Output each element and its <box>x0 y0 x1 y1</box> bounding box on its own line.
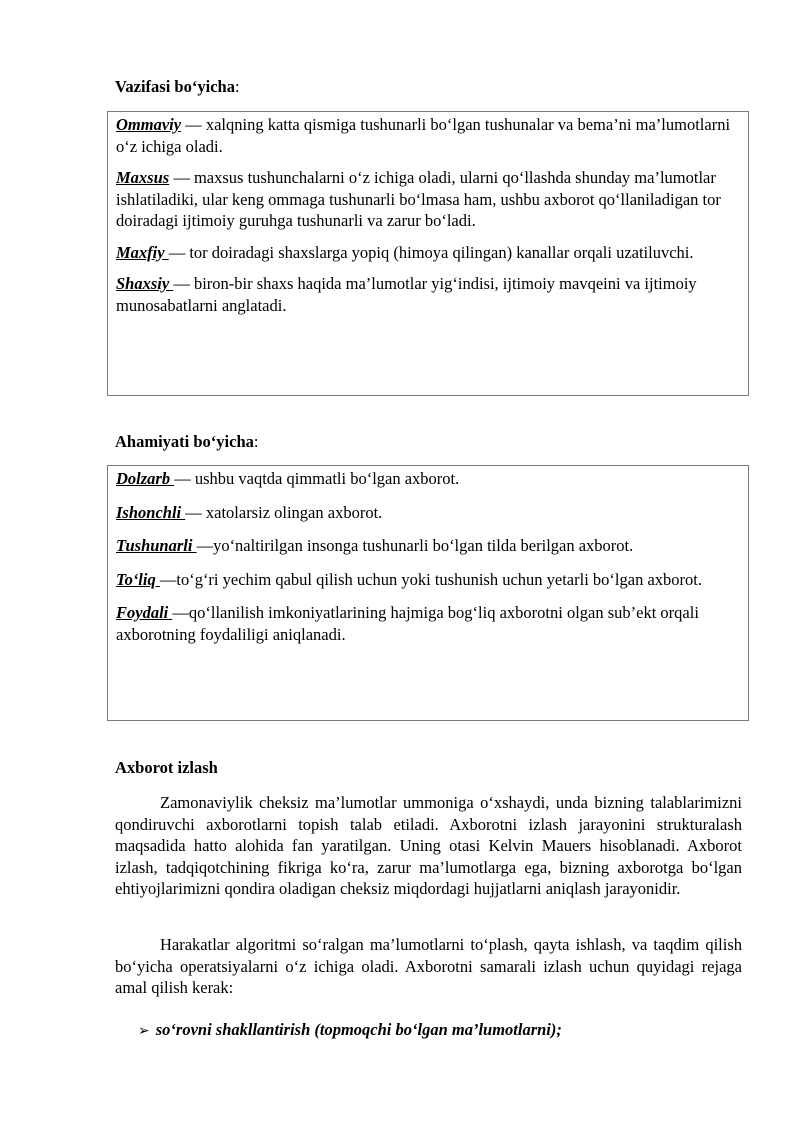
heading-text: Vazifasi bo‘yicha <box>115 77 235 96</box>
definition-text: — tor doiradagi shaxslarga yopiq (himoya qilingan) kanallar orqali uzatiluvchi. <box>168 242 694 262</box>
definition-text: — biron-bir shaxs haqida ma’lumotlar yig‘indisi, ijtimoiy mavqeini va ijtimoiy munosabatlarni anglatadi. <box>116 274 697 315</box>
section-heading-importance <box>115 431 258 453</box>
definition-term: Maxsus <box>116 168 170 187</box>
definition-entry <box>116 468 740 490</box>
definition-entry <box>116 569 740 591</box>
body-paragraph: Zamonaviylik cheksiz ma’lumotlar ummoniga o‘xshaydi, unda bizning talablarimizni qondiruvchi axborotlarni topish talab etiladi. Axborotni izlash jarayonini strukturalash maqsadida hatto alohida fan yaratilgan. Uning otasi Kelvin Mauers hisoblanadi. Axborot izlash, tadqiqotchining fikriga ko‘ra, zarur ma’lumotlarga ega, bizning axborotga bo‘lgan ehtiyojlarimizni qondira oladigan cheksiz miqdordagi hujjatlarni aniqlash jarayonidir. <box>115 793 742 898</box>
heading-colon: : <box>234 77 240 96</box>
heading-colon: : <box>253 432 259 451</box>
definition-term: To‘liq <box>116 569 160 589</box>
definition-entry <box>116 273 740 316</box>
definition-entry <box>116 242 740 264</box>
section-heading-purpose <box>115 76 240 98</box>
definition-text: —qo‘llanilish imkoniyatlarining hajmiga bog‘liq axborotni olgan sub’ekt orqali axborotning foydaliligi aniqlanadi. <box>116 603 699 644</box>
importance-box <box>107 465 749 721</box>
definition-entry <box>116 502 740 524</box>
bullet-item <box>138 1019 562 1042</box>
definition-entry <box>116 167 740 232</box>
definition-text: —yo‘naltirilgan insonga tushunarli bo‘lgan tilda berilgan axborot. <box>196 536 634 555</box>
purpose-box <box>107 111 749 396</box>
definition-entry <box>116 602 740 645</box>
definition-term: Ishonchli <box>116 502 186 522</box>
definition-term: Tushunarli <box>116 536 197 555</box>
definition-term: Maxfiy <box>116 242 169 262</box>
bullet-text: so‘rovni shakllantirish (topmoqchi bo‘lgan ma’lumotlarni); <box>155 1020 562 1039</box>
heading-text: Ahamiyati bo‘yicha <box>115 432 254 451</box>
definition-term: Dolzarb <box>116 469 175 488</box>
definition-term: Ommaviy <box>116 115 182 134</box>
definition-text: — xalqning katta qismiga tushunarli bo‘lgan tushunalar va bema’ni ma’lumotlarni o‘z ichiga oladi. <box>116 115 731 156</box>
definition-text: — maxsus tushunchalarni o‘z ichiga oladi, ularni qo‘llashda shunday ma’lumotlar ishlatiladiki, ular keng ommaga tushunarli bo‘lmasa ham, ushbu axborot qo‘llaniladigan tor doiradagi ijtimoiy guruhga tushunarli va zarur bo‘ladi. <box>116 168 721 230</box>
body-paragraph: Harakatlar algoritmi so‘ralgan ma’lumotlarni to‘plash, qayta ishlash, va taqdim qilish bo‘yicha operatsiyalarni o‘z ichiga oladi. Axborotni samarali izlash uchun quyidagi rejaga amal qilish kerak: <box>115 935 742 997</box>
definition-term: Shaxsiy <box>116 274 174 293</box>
definition-text: — ushbu vaqtda qimmatli bo‘lgan axborot. <box>174 469 460 488</box>
section-heading-search: Axborot izlash <box>115 758 218 777</box>
definition-entry <box>116 114 740 157</box>
definition-text: —to‘g‘ri yechim qabul qilish uchun yoki tushunish uchun yetarli bo‘lgan axborot. <box>159 569 702 589</box>
definition-entry <box>116 535 740 557</box>
definition-term: Foydali <box>116 603 173 622</box>
arrow-bullet-icon: ➢ <box>138 1023 150 1039</box>
definition-text: — xatolarsiz olingan axborot. <box>185 502 383 522</box>
